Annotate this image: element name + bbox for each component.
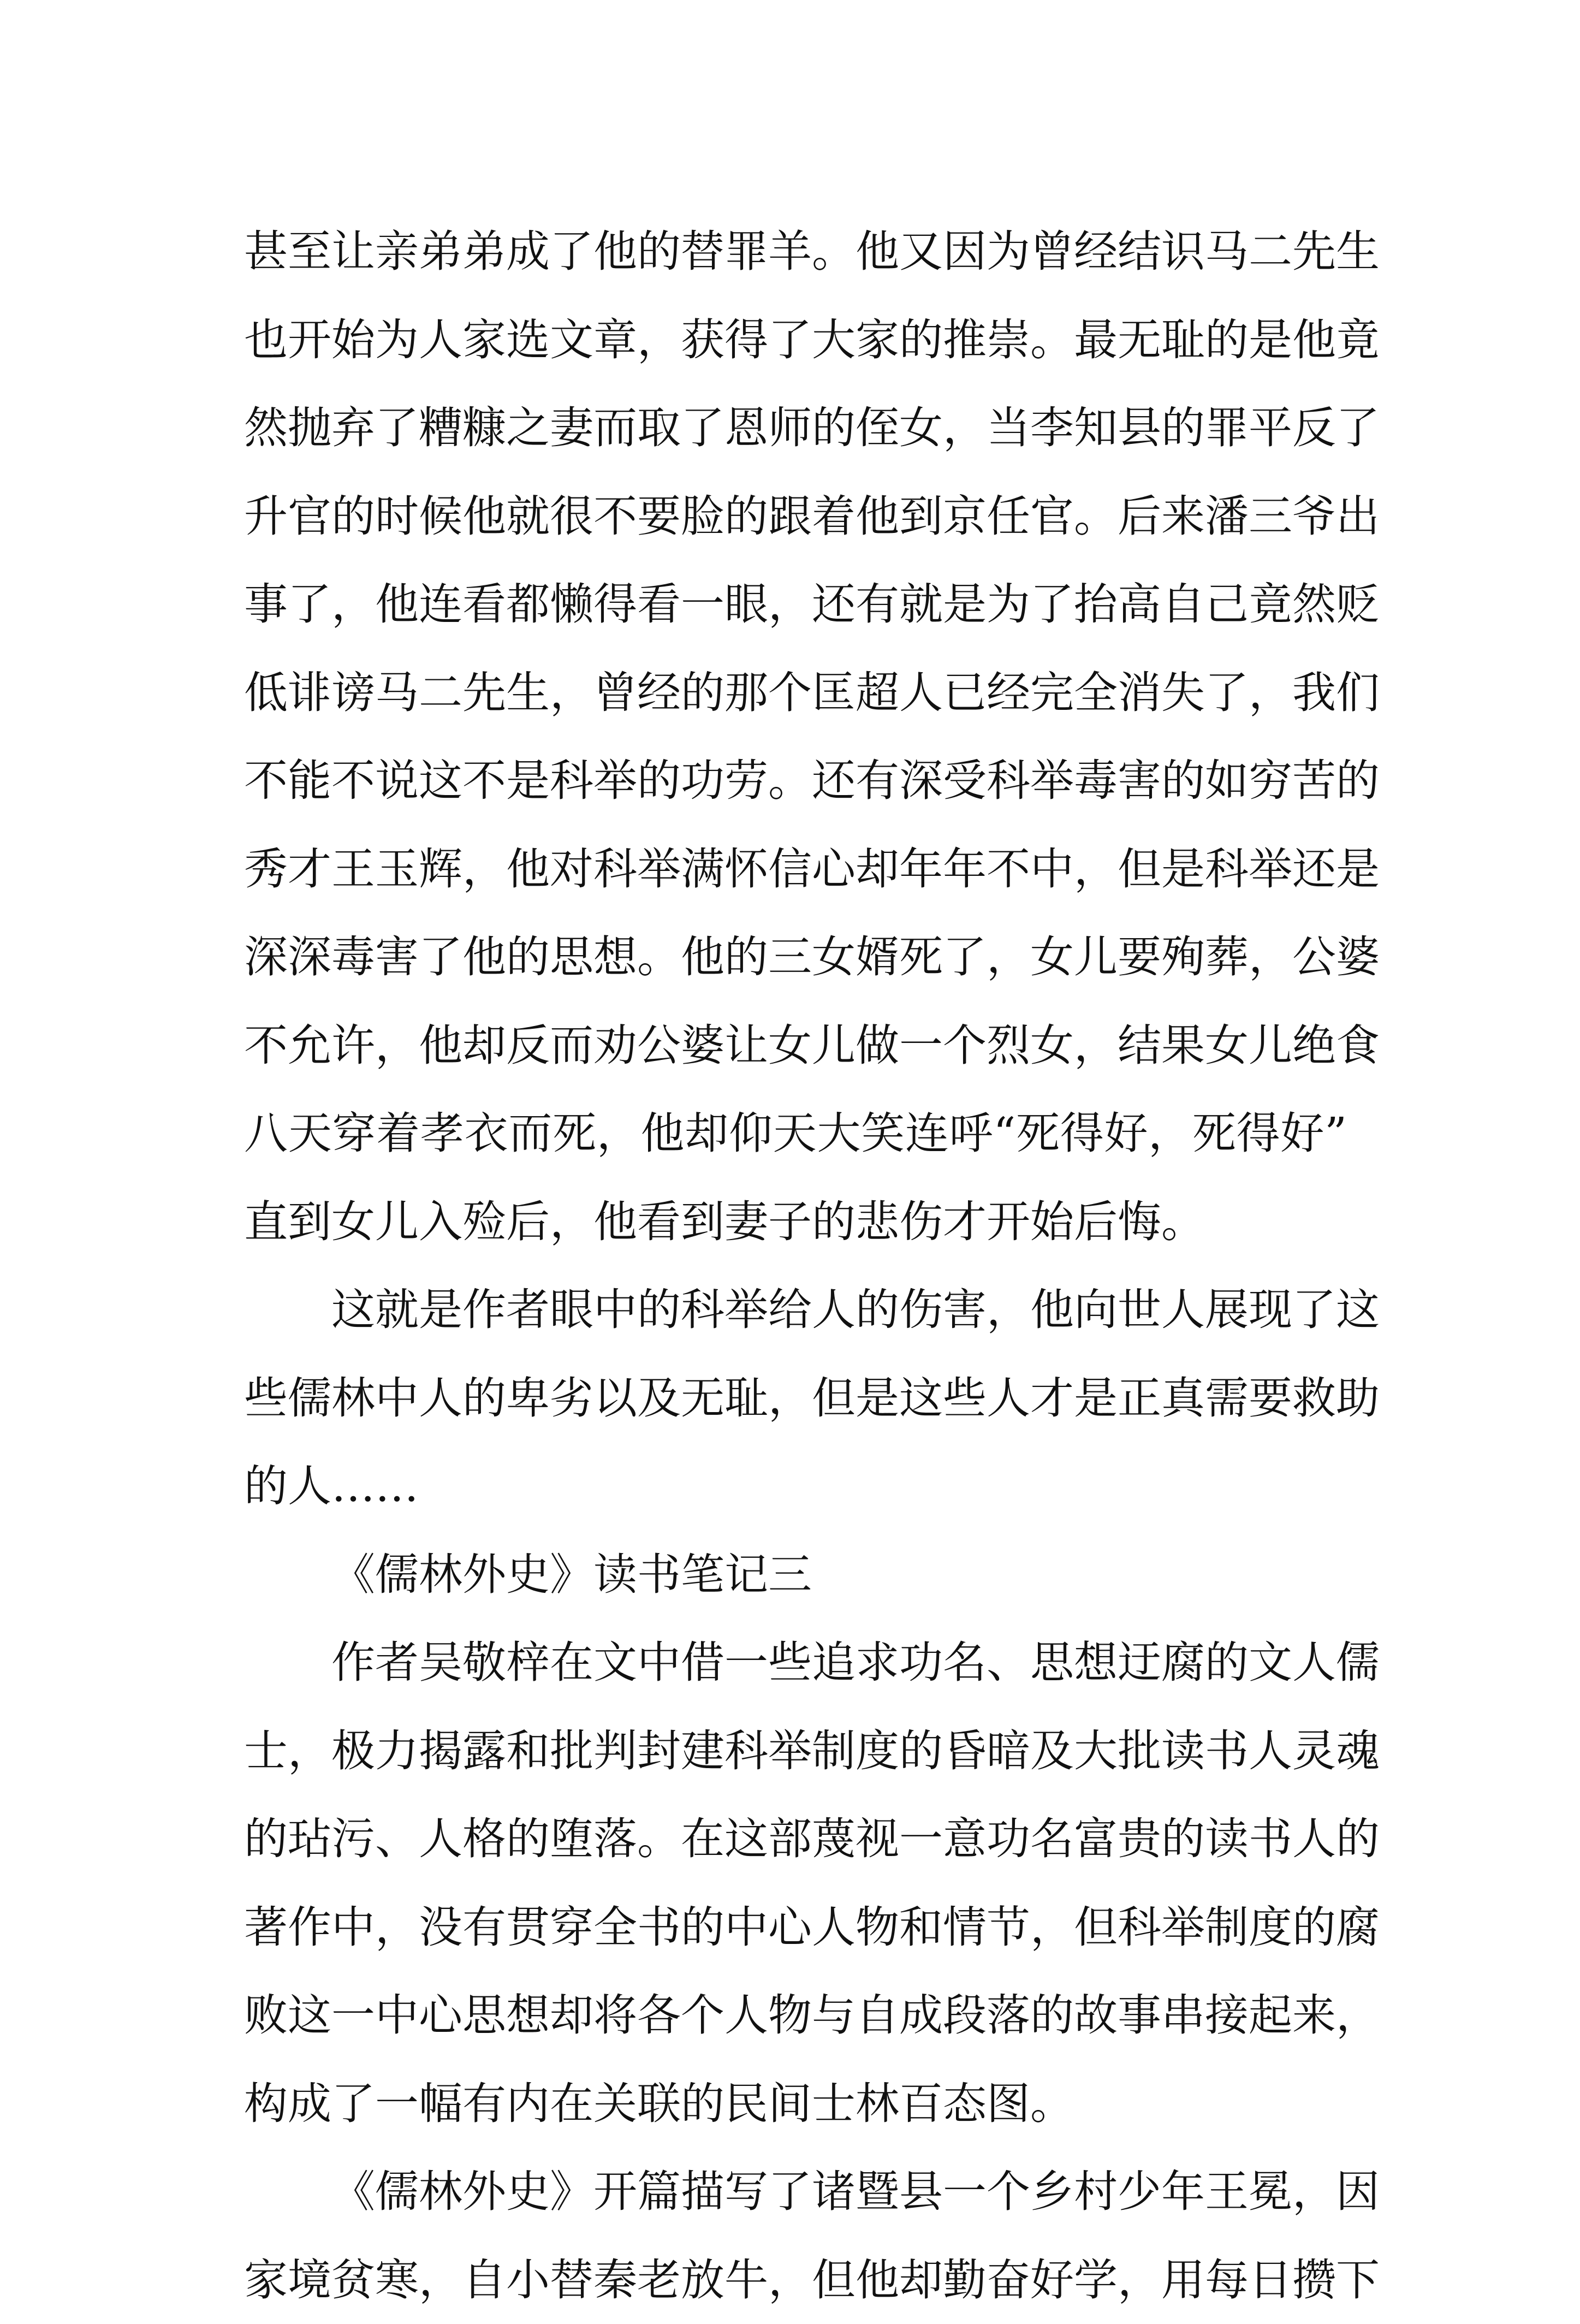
paragraph-first-line: 这就是作者眼中的科举给人的伤害，他向世人展现了这 — [244, 1266, 1347, 1354]
text-line: 直到女儿入殓后，他看到妻子的悲伤才开始后悔。 — [244, 1178, 1347, 1266]
text-line: 八天穿着孝衣而死，他却仰天大笑连呼“死得好，死得好” — [244, 1089, 1347, 1178]
body-text — [244, 208, 1347, 2324]
text-line: 事了，他连看都懒得看一眼，还有就是为了抬高自己竟然贬 — [244, 560, 1347, 649]
text-line: 低诽谤马二先生，曾经的那个匡超人已经完全消失了，我们 — [244, 649, 1347, 737]
text-line: 些儒林中人的卑劣以及无耻，但是这些人才是正真需要救助 — [244, 1354, 1347, 1443]
section-heading: 《儒林外史》读书笔记三 — [244, 1531, 1347, 1619]
text-line: 也开始为人家选文章，获得了大家的推崇。最无耻的是他竟 — [244, 296, 1347, 384]
text-line: 然抛弃了糟糠之妻而取了恩师的侄女，当李知县的罪平反了 — [244, 384, 1347, 472]
text-line: 深深毒害了他的思想。他的三女婿死了，女儿要殉葬，公婆 — [244, 913, 1347, 1001]
text-line: 升官的时候他就很不要脸的跟着他到京任官。后来潘三爷出 — [244, 472, 1347, 561]
text-line: 不能不说这不是科举的功劳。还有深受科举毒害的如穷苦的 — [244, 737, 1347, 825]
paragraph-first-line: 作者吴敬梓在文中借一些追求功名、思想迂腐的文人儒 — [244, 1618, 1347, 1707]
text-line: 的玷污、人格的堕落。在这部蔑视一意功名富贵的读书人的 — [244, 1795, 1347, 1883]
paragraph-first-line: 《儒林外史》开篇描写了诸暨县一个乡村少年王冕，因 — [244, 2148, 1347, 2236]
text-line: 的人…… — [244, 1442, 1347, 1531]
text-line: 家境贫寒，自小替秦老放牛，但他却勤奋好学，用每日攒下 — [244, 2236, 1347, 2324]
text-line: 败这一中心思想却将各个人物与自成段落的故事串接起来， — [244, 1971, 1347, 2060]
text-line: 著作中，没有贯穿全书的中心人物和情节，但科举制度的腐 — [244, 1883, 1347, 1972]
text-line: 秀才王玉辉，他对科举满怀信心却年年不中，但是科举还是 — [244, 825, 1347, 914]
text-line: 甚至让亲弟弟成了他的替罪羊。他又因为曾经结识马二先生 — [244, 208, 1347, 296]
text-line: 不允许，他却反而劝公婆让女儿做一个烈女，结果女儿绝食 — [244, 1001, 1347, 1090]
text-line: 构成了一幅有内在关联的民间士林百态图。 — [244, 2060, 1347, 2148]
text-line: 士，极力揭露和批判封建科举制度的昏暗及大批读书人灵魂 — [244, 1707, 1347, 1795]
